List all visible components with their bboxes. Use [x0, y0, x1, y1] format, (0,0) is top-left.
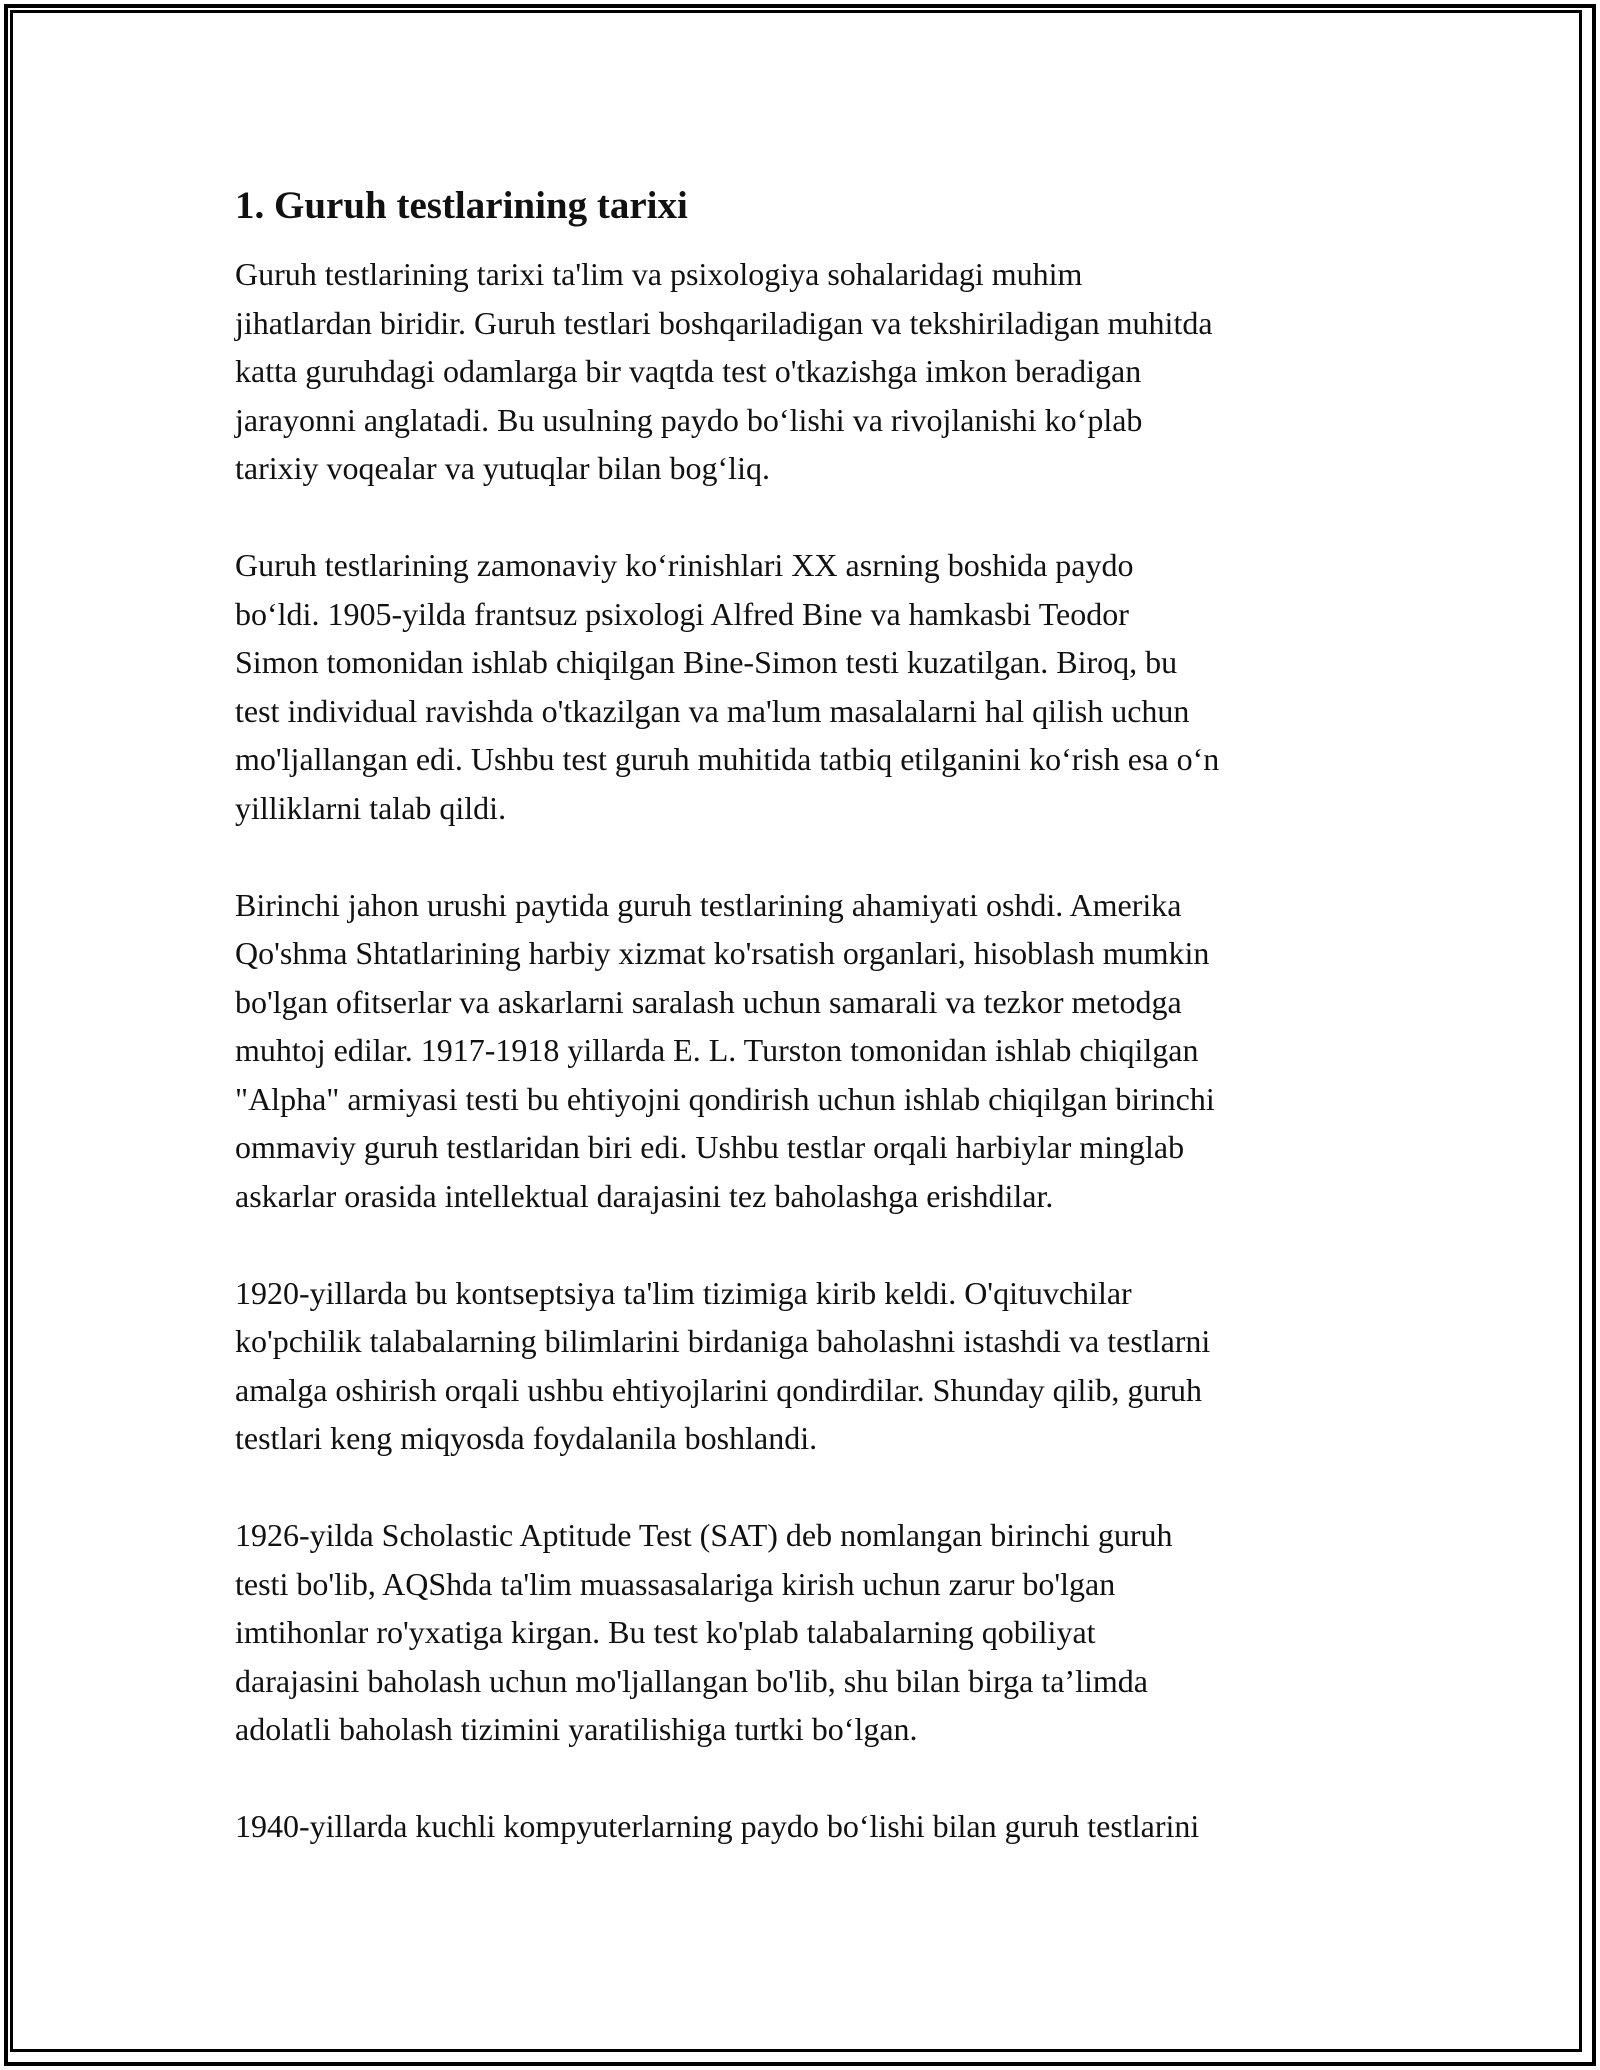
text-line: 1940-yillarda kuchli kompyuterlarning paydo boʻlishi bilan guruh testlarini: [235, 1808, 1200, 1844]
text-line: adolatli baholash tizimini yaratilishiga turtki boʻlgan.: [235, 1711, 918, 1747]
text-line: amalga oshirish orqali ushbu ehtiyojlarini qondirdilar. Shunday qilib, guruh: [235, 1371, 1202, 1408]
text-line: Birinchi jahon urushi paytida guruh testlarining ahamiyati oshdi. Amerika: [235, 886, 1182, 923]
text-line: testi bo'lib, AQShda ta'lim muassasalariga kirish uchun zarur bo'lgan: [235, 1565, 1116, 1602]
paragraph-1: [235, 250, 1375, 493]
text-line: Simon tomonidan ishlab chiqilgan Bine-Simon testi kuzatilgan. Biroq, bu: [235, 644, 1178, 680]
text-line: yilliklarni talab qildi.: [235, 789, 507, 826]
text-line: testlari keng miqyosda foydalanila boshlandi.: [235, 1420, 818, 1456]
text-line: Guruh testlarining tarixi ta'lim va psixologiya sohalaridagi muhim: [235, 256, 1083, 292]
text-line: 1926-yilda Scholastic Aptitude Test (SAT) deb nomlangan birinchi guruh: [235, 1517, 1173, 1553]
text-line: ko'pchilik talabalarning bilimlarini birdaniga baholashni istashdi va testlarni: [235, 1323, 1211, 1359]
text-line: jihatlardan biridir. Guruh testlari boshqariladigan va tekshiriladigan muhitda: [235, 304, 1213, 341]
text-line: "Alpha" armiyasi testi bu ehtiyojni qondirish uchun ishlab chiqilgan birinchi: [235, 1080, 1215, 1117]
text-line: tarixiy voqealar va yutuqlar bilan bogʻliq.: [235, 450, 770, 486]
text-line: Qo'shma Shtatlarining harbiy xizmat ko'rsatish organlari, hisoblash mumkin: [235, 935, 1210, 971]
text-line: mo'ljallangan edi. Ushbu test guruh muhitida tatbiq etilganini koʻrish esa oʻn: [235, 741, 1220, 777]
text-line: bo'lgan ofitserlar va askarlarni saralash uchun samarali va tezkor metodga: [235, 983, 1182, 1020]
text-line: askarlar orasida intellektual darajasini tez baholashga erishdilar.: [235, 1177, 1054, 1214]
text-line: boʻldi. 1905-yilda frantsuz psixologi Alfred Bine va hamkasbi Teodor: [235, 595, 1129, 632]
section-heading: 1. Guruh testlarining tarixi: [235, 184, 688, 227]
text-line: muhtoj edilar. 1917-1918 yillarda E. L. Turston tomonidan ishlab chiqilgan: [235, 1032, 1199, 1068]
text-line: Guruh testlarining zamonaviy koʻrinishlari XX asrning boshida paydo: [235, 547, 1134, 583]
text-line: imtihonlar ro'yxatiga kirgan. Bu test ko'plab talabalarning qobiliyat: [235, 1614, 1096, 1650]
paragraph-6: [235, 1802, 1375, 1851]
text-line: darajasini baholash uchun mo'ljallangan bo'lib, shu bilan birga ta’limda: [235, 1662, 1148, 1699]
paragraph-2: [235, 541, 1375, 832]
text-line: katta guruhdagi odamlarga bir vaqtda test o'tkazishga imkon beradigan: [235, 353, 1142, 389]
text-line: ommaviy guruh testlaridan biri edi. Ushbu testlar orqali harbiylar minglab: [235, 1129, 1185, 1165]
paragraph-5: [235, 1511, 1375, 1754]
text-line: 1920-yillarda bu kontseptsiya ta'lim tizimiga kirib keldi. O'qituvchilar: [235, 1274, 1132, 1311]
paragraph-3: [235, 881, 1375, 1221]
text-line: jarayonni anglatadi. Bu usulning paydo boʻlishi va rivojlanishi koʻplab: [235, 401, 1143, 438]
document-body: [235, 182, 1375, 1899]
paragraph-4: [235, 1269, 1375, 1463]
text-line: test individual ravishda o'tkazilgan va ma'lum masalalarni hal qilish uchun: [235, 692, 1190, 729]
